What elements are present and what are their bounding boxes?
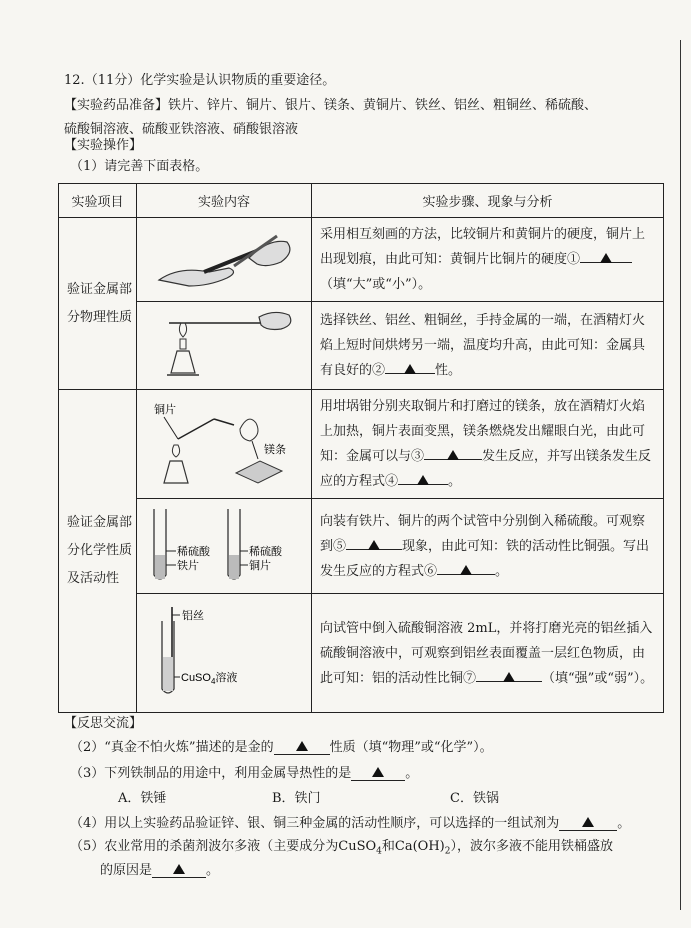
table-row	[59, 499, 664, 594]
illustration-al-in-cuso4	[137, 594, 312, 713]
row1-text: 采用相互刻画的方法，比较铜片和黄铜片的硬度，铜片上出现划痕，由此可知：黄铜片比铜片的硬度①（填“大”或“小”）。	[312, 218, 664, 302]
header-project: 实验项目	[59, 184, 137, 218]
blank-4[interactable]	[398, 469, 448, 485]
triangle-icon	[404, 364, 416, 374]
label-dilute-acid-1: 稀硫酸	[177, 546, 210, 558]
table-row	[59, 218, 664, 302]
reagents-line-2: 硫酸铜溶液、硫酸亚铁溶液、硝酸银溶液	[64, 122, 299, 137]
table-row	[59, 390, 664, 499]
triangle-icon	[372, 767, 384, 777]
row4-text: 向装有铁片、铜片的两个试管中分别倒入稀硫酸。可观察到⑤ 现象，由此可知：铁的活动性比铜强。写出发生反应的方程式⑥ 。	[312, 499, 664, 594]
table-header-row	[59, 184, 664, 218]
triangle-icon	[173, 864, 185, 874]
blank-q3[interactable]	[351, 765, 405, 781]
question-title	[64, 72, 335, 90]
illustration-burning	[137, 390, 312, 499]
row3-text: 用坩埚钳分别夹取铜片和打磨过的镁条，放在酒精灯火焰上加热，铜片表面变黑，镁条燃烧发出耀眼白光，由此可知：金属可以与③ 发生反应，并写出镁条发生反应的方程式④ 。	[312, 390, 664, 499]
illustration-scratch	[137, 218, 312, 302]
option-a[interactable]: A．铁锤	[118, 791, 167, 806]
question-2: （2）“真金不怕火炼”描述的是金的 性质（填“物理”或“化学”）。	[70, 740, 493, 755]
margin-line	[680, 40, 681, 910]
table-row	[59, 594, 664, 713]
blank-q4[interactable]	[559, 815, 617, 831]
question-5-line-1: （5）农业常用的杀菌剂波尔多液（主要成分为CuSO$_4$和$Ca(OH)_2$），波尔多液不能用铁桶盛放	[70, 839, 613, 857]
group-physical: 验证金属部分物理性质	[59, 218, 137, 390]
label-iron-piece: 铁片	[177, 560, 199, 572]
label-mg-strip: 镁条	[264, 444, 286, 456]
triangle-icon	[296, 741, 308, 751]
reagents-line-1: 【实验药品准备】铁片、锌片、铜片、银片、镁条、黄铜片、铁丝、铝丝、粗铜丝、稀硫酸、	[64, 98, 598, 113]
triangle-icon	[417, 475, 429, 485]
label-al-wire: 铝丝	[182, 610, 204, 622]
blank-2[interactable]	[385, 358, 435, 374]
blank-6[interactable]	[437, 559, 495, 575]
row2-text: 选择铁丝、铝丝、粗铜丝，手持金属的一端，在酒精灯火焰上短时间烘烤另一端，温度均升高，由此可知：金属具有良好的② 性。	[312, 302, 664, 390]
question-number: 12.	[64, 73, 85, 88]
experiment-table	[58, 183, 664, 713]
triangle-icon	[503, 672, 515, 682]
blank-q2[interactable]	[274, 739, 330, 755]
illustration-test-tubes	[137, 499, 312, 594]
operation-heading: 【实验操作】	[64, 138, 143, 153]
blank-q5[interactable]	[152, 862, 206, 878]
triangle-icon	[460, 565, 472, 575]
blank-1[interactable]	[580, 247, 632, 263]
blank-5[interactable]	[346, 534, 402, 550]
label-copper-piece: 铜片	[154, 404, 176, 416]
question-score: （11分）	[84, 73, 141, 88]
label-cuso4: CuSO$_4$溶液	[181, 672, 238, 686]
triangle-icon	[600, 253, 612, 263]
question-text: 化学实验是认识物质的重要途径。	[140, 73, 336, 88]
sub-question-1: （1）请完善下面表格。	[70, 159, 209, 174]
triangle-icon	[447, 450, 459, 460]
option-c[interactable]: C．铁锅	[450, 791, 499, 806]
triangle-icon	[368, 540, 380, 550]
option-b[interactable]: B．铁门	[272, 791, 321, 806]
illustration-heating-wire	[137, 302, 312, 390]
question-5-line-2: 的原因是 。	[100, 863, 220, 878]
question-4: （4）用以上实验药品验证锌、银、铜三种金属的活动性顺序，可以选择的一组试剂为 。	[70, 816, 631, 831]
question-3: （3）下列铁制品的用途中，利用金属导热性的是 。	[70, 766, 419, 781]
row5-text: 向试管中倒入硫酸铜溶液 2mL，并将打磨光亮的铝丝插入硫酸铜溶液中，可观察到铝丝表面覆盖一层红色物质，由此可知：铝的活动性比铜⑦ （填“强”或“弱”）。	[312, 594, 664, 713]
reflection-heading: 【反思交流】	[64, 716, 143, 731]
group-chemical: 验证金属部分化学性质及活动性	[59, 390, 137, 713]
header-steps: 实验步骤、现象与分析	[312, 184, 664, 218]
triangle-icon	[582, 817, 594, 827]
table-row	[59, 302, 664, 390]
label-dilute-acid-2: 稀硫酸	[249, 546, 282, 558]
blank-7[interactable]	[476, 666, 542, 682]
label-copper-piece-2: 铜片	[249, 560, 271, 572]
header-content: 实验内容	[137, 184, 312, 218]
blank-3[interactable]	[424, 444, 482, 460]
